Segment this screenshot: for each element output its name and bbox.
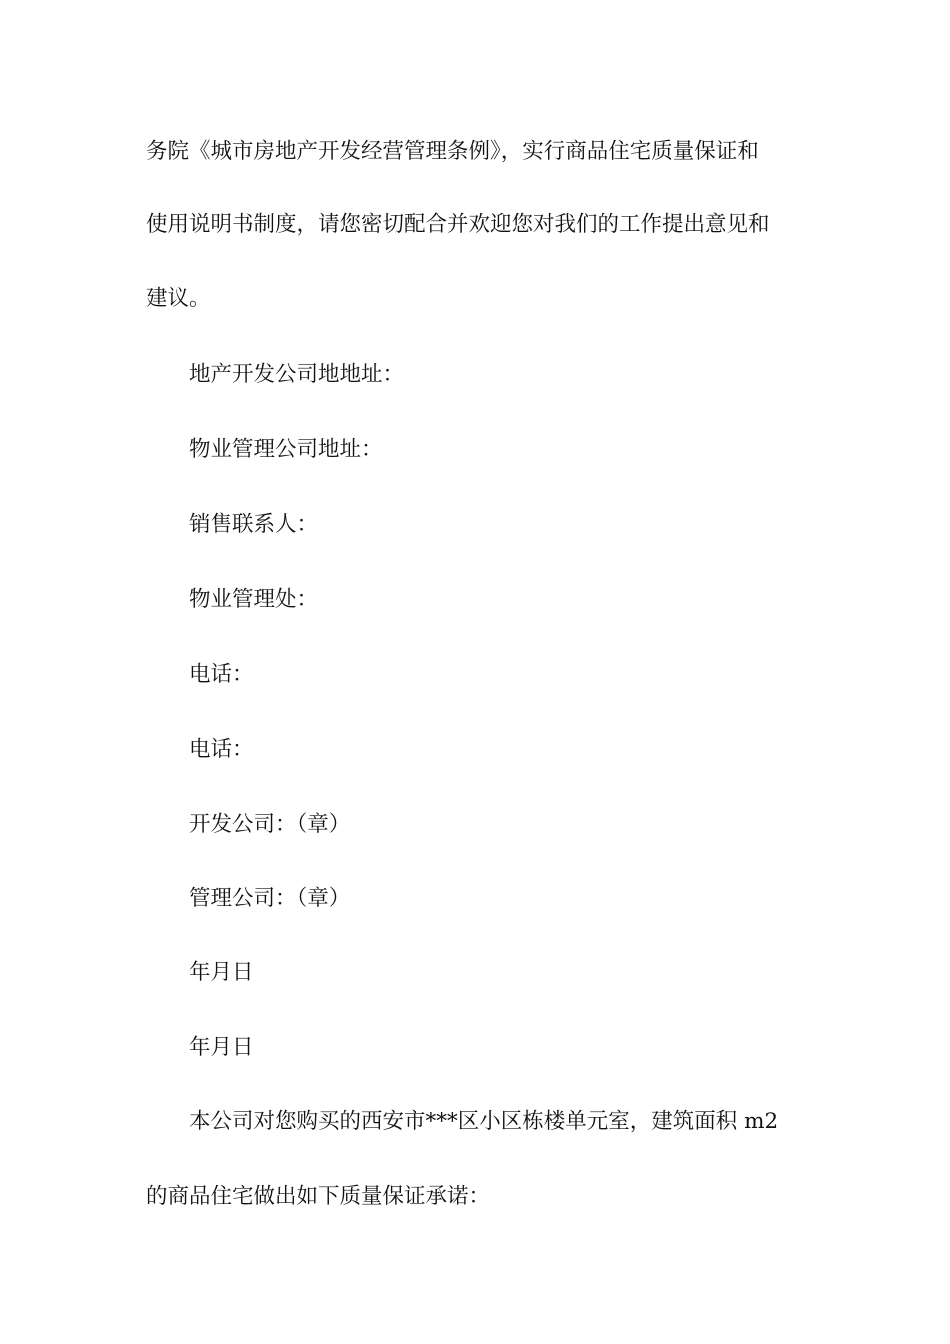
commitment-line-2: 的商品住宅做出如下质量保证承诺： <box>146 1184 491 1209</box>
property-office-label: 物业管理处： <box>189 587 319 612</box>
phone-label-1: 电话： <box>189 662 254 687</box>
commitment-line-1: 本公司对您购买的西安市***区小区栋楼单元室，建筑面积 m2 <box>189 1109 779 1134</box>
sales-contact-label: 销售联系人： <box>189 512 319 537</box>
property-mgmt-address-label: 物业管理公司地址： <box>189 437 383 462</box>
intro-line-3: 建议。 <box>146 286 211 311</box>
intro-line-1: 务院《城市房地产开发经营管理条例》，实行商品住宅质量保证和 <box>146 139 759 164</box>
intro-line-2: 使用说明书制度，请您密切配合并欢迎您对我们的工作提出意见和 <box>146 212 770 237</box>
developer-address-label: 地产开发公司地地址： <box>189 362 405 387</box>
mgmt-seal-label: 管理公司：（章） <box>189 886 351 911</box>
phone-label-2: 电话： <box>189 737 254 762</box>
date-label-2: 年月日 <box>189 1035 254 1060</box>
date-label-1: 年月日 <box>189 960 254 985</box>
developer-seal-label: 开发公司：（章） <box>189 812 351 837</box>
